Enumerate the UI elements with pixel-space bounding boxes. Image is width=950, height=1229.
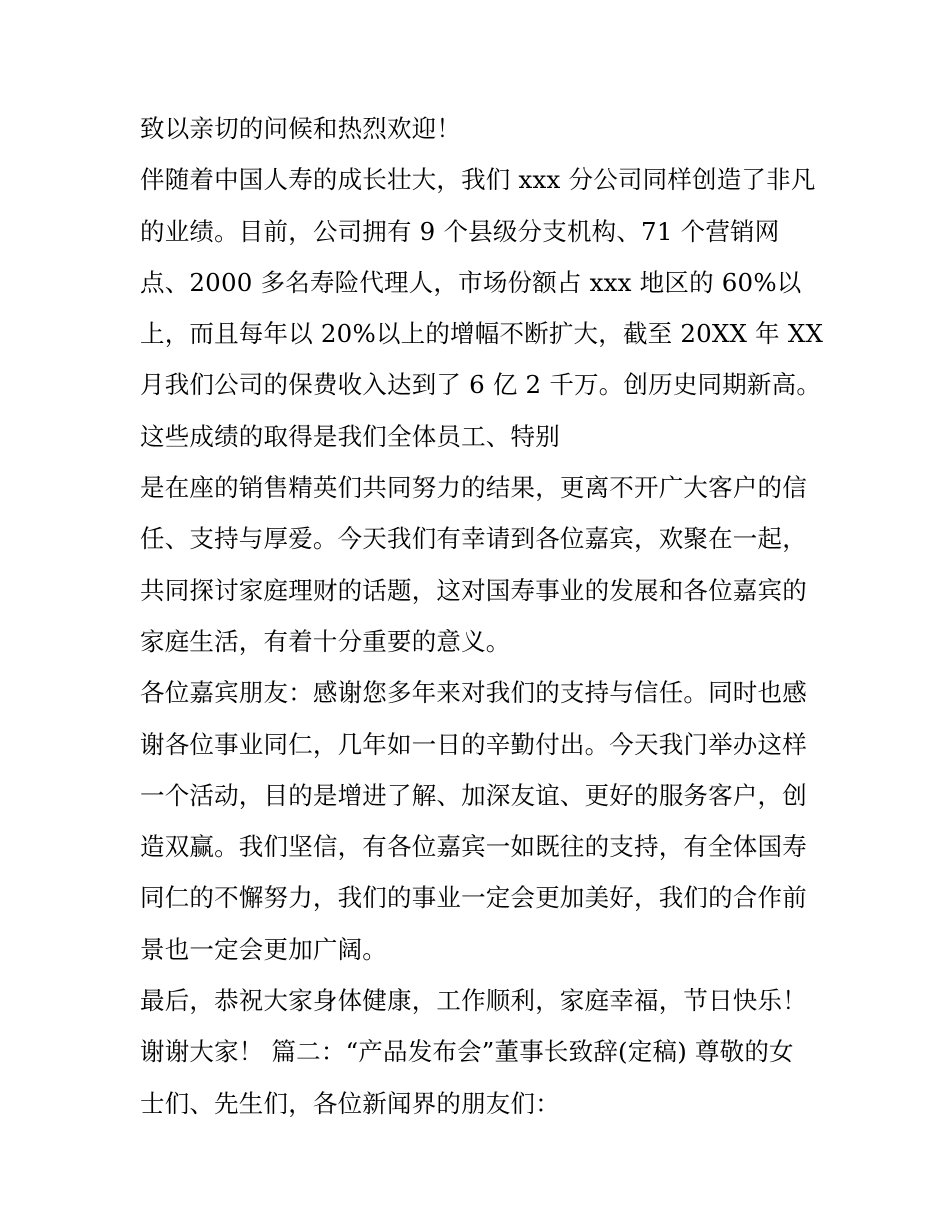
text-line: 造双赢。我们坚信，有各位嘉宾一如既往的支持，有全体国寿 bbox=[140, 832, 807, 862]
text-line: 共同探讨家庭理财的话题，这对国寿事业的发展和各位嘉宾的 bbox=[140, 575, 807, 605]
text-line: 一个活动，目的是增进了解、加深友谊、更好的服务客户，创 bbox=[140, 780, 807, 810]
text-line: 致以亲切的问候和热烈欢迎！ bbox=[140, 114, 462, 143]
text-line: 点、2000 多名寿险代理人，市场份额占 xxx 地区的 60%以 bbox=[140, 267, 802, 297]
text-line: 士们、先生们，各位新闻界的朋友们： bbox=[140, 1088, 560, 1118]
text-line: 这些成绩的取得是我们全体员工、特别 bbox=[140, 421, 560, 451]
text-line: 景也一定会更加广阔。 bbox=[140, 934, 387, 964]
text-line: 同仁的不懈努力，我们的事业一定会更加美好，我们的合作前 bbox=[140, 883, 807, 913]
text-line: 任、支持与厚爱。今天我们有幸请到各位嘉宾，欢聚在一起， bbox=[140, 524, 807, 554]
text-line: 谢谢大家！ 篇二：“产品发布会”董事长致辞(定稿) 尊敬的女 bbox=[140, 1037, 794, 1067]
text-line: 各位嘉宾朋友：感谢您多年来对我们的支持与信任。同时也感 bbox=[140, 678, 807, 708]
document-body bbox=[140, 108, 824, 1134]
text-line: 是在座的销售精英们共同努力的结果，更离不开广大客户的信 bbox=[140, 473, 807, 503]
text-line: 最后，恭祝大家身体健康，工作顺利，家庭幸福，节日快乐！ bbox=[140, 986, 807, 1016]
text-line: 的业绩。目前，公司拥有 9 个县级分支机构、71 个营销网 bbox=[140, 216, 780, 246]
text-line: 伴随着中国人寿的成长壮大，我们 xxx 分公司同样创造了非凡 bbox=[140, 165, 816, 195]
text-line: 月我们公司的保费收入达到了 6 亿 2 千万。创历史同期新高。 bbox=[140, 370, 822, 400]
text-line: 谢各位事业同仁，几年如一日的辛勤付出。今天我门举办这样 bbox=[140, 729, 807, 759]
text-line: 上，而且每年以 20%以上的增幅不断扩大，截至 20XX 年 XX bbox=[140, 319, 824, 349]
text-line: 家庭生活，有着十分重要的意义。 bbox=[140, 626, 511, 656]
